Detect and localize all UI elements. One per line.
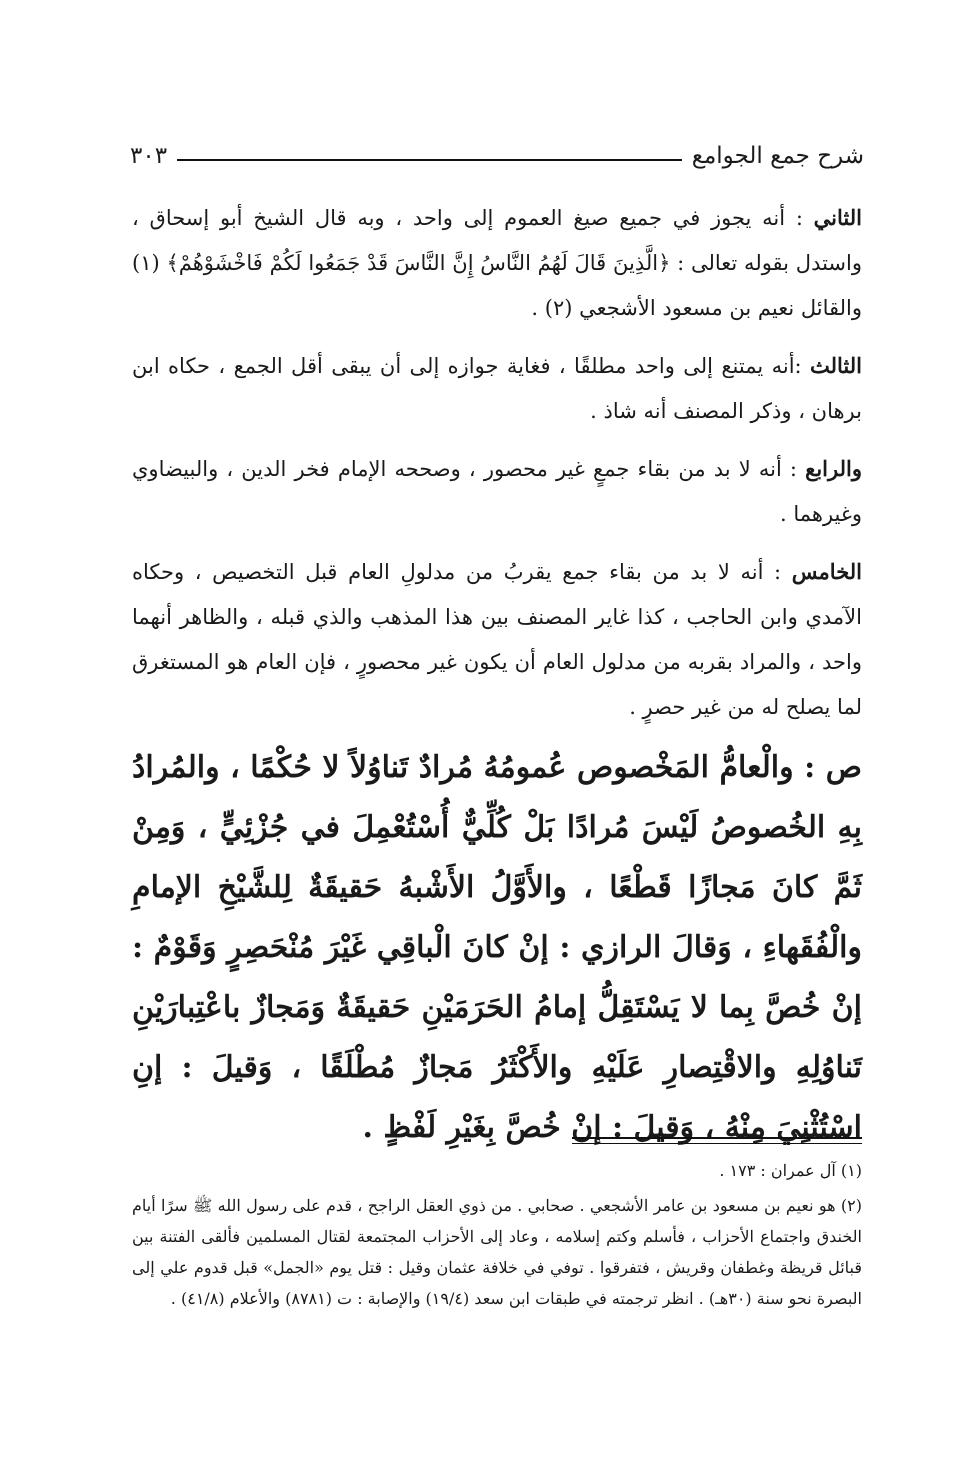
page-number: ٣٠٣ (130, 143, 168, 169)
paragraph-fifth (132, 549, 862, 730)
paragraph-text: : أنه لا بد من بقاء جمع يقربُ من مدلولِ العام قبل التخصيص ، وحكاه الآمدي وابن الحاجب ، كذا غاير المصنف بين هذا المذهب والذي قبله ، والظاهر أنهما واحد ، والمراد بقربه من مدلول العام أن يكون غير محصورٍ ، فإن العام هو المستغرق لما يصلح له من غير حصرٍ . (132, 560, 862, 719)
paragraph-text: :أنه يمتنع إلى واحد مطلقًا ، فغاية جوازه إلى أن يبقى أقل الجمع ، حكاه ابن برهان ، وذكر المصنف أنه شاذ . (132, 354, 862, 423)
matn-text: ص : والْعامُّ المَخْصوص عُمومُهُ مُرادٌ تَناوُلاً لا حُكْمًا ، والمُرادُ بِهِ الخُصوصُ لَيْسَ مُرادًا بَلْ كُلِّيٌّ أُسْتُعْمِلَ في جُزْئِيٍّ ، وَمِنْ ثَمَّ كانَ مَجازًا قَطْعًا ، والأَوَّلُ الأَشْبهُ حَقيقَةٌ لِلشَّيْخِ الإمامِ والْفُقَهاءِ ، وَقالَ الرازي : إنْ كانَ الْباقِي غَيْرَ مُنْحَصِرٍ وَقَوْمٌ : إنْ خُصَّ بِما لا يَسْتَقِلُّ إمامُ الحَرَمَيْنِ حَقيقَةٌ وَمَجازٌ باعْتِبارَيْنِ تَناوُلِهِ والاقْتِصارِ عَلَيْهِ والأَكْثَرُ مَجازٌ مُطْلَقًا ، وَقيلَ : إنِ اسْتُثْنِيَ مِنْهُ ، وَقيلَ : إنْ خُصَّ بِغَيْرِ لَفْظٍ . (132, 750, 862, 1145)
paragraph-lead: الخامس (791, 559, 862, 584)
footnote-2: (٢) هو نعيم بن مسعود بن عامر الأشجعي . صحابي . من ذوي العقل الراجح ، قدم على رسول الله ﷺ سرًا أيام الخندق واجتماع الأحزاب ، فأسلم وكتم إسلامه ، وعاد إلى الأحزاب المجتمعة لقتال المسلمين فألقى الفتنة بين قبائل قريظة وغطفان وقريش ، فتفرقوا . توفي في خلافة عثمان وقيل : قتل يوم «الجمل» قبل قدوم علي إلى البصرة نحو سنة (٣٠هـ) . انظر ترجمته في طبقات ابن سعد (١٩/٤) والإصابة : ت (٨٧٨١) والأعلام (٤١/٨) . (132, 1196, 862, 1308)
footnote-1: (١) آل عمران : ١٧٣ . (719, 1161, 862, 1180)
footnotes (132, 1155, 862, 1318)
book-title: شرح جمع الجوامع (691, 143, 864, 169)
paragraph-fourth (132, 446, 862, 537)
paragraph-lead: الثالث (810, 353, 862, 378)
running-header (130, 136, 864, 176)
paragraph-second (132, 195, 862, 331)
paragraph-lead: والرابع (805, 456, 862, 481)
paragraph-text: : أنه يجوز في جميع صيغ العموم إلى واحد ، وبه قال الشيخ أبو إسحاق ، واستدل بقوله تعالى : ﴿الَّذِينَ قَالَ لَهُمُ النَّاسُ إِنَّ النَّاسَ قَدْ جَمَعُوا لَكُمْ فَاخْشَوْهُمْ﴾ (١) والقائل نعيم بن مسعود الأشجعي (٢) . (132, 206, 862, 320)
header-rule (177, 159, 682, 161)
paragraph-third (132, 343, 862, 434)
paragraph-text: : أنه لا بد من بقاء جمعٍ غير محصور ، وصححه الإمام فخر الدين ، والبيضاوي وغيرهما . (132, 457, 862, 526)
commentary-body (132, 195, 862, 742)
paragraph-lead: الثاني (813, 205, 862, 230)
footnote-separator (572, 1137, 862, 1144)
